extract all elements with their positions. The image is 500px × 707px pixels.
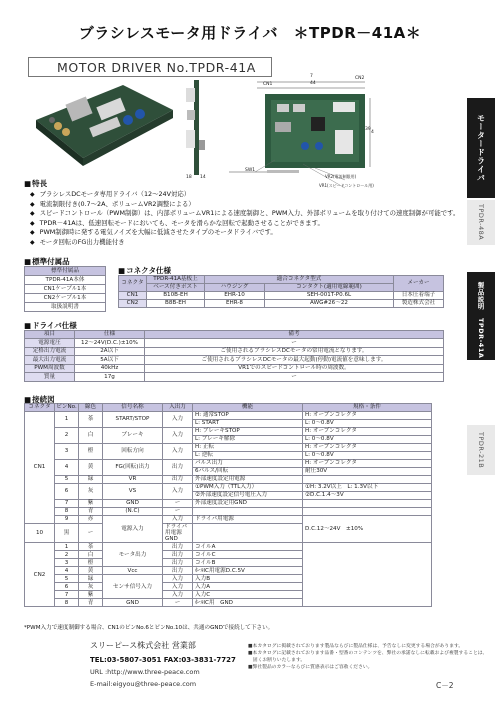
pin-number: 1 [55, 543, 79, 551]
wire-color: 黒 [55, 524, 79, 543]
rating: ②D.C.1.4～3V [303, 492, 432, 500]
io-type: ー [163, 500, 193, 508]
page-number: C－2 [436, 681, 454, 690]
signal-name: (N.C) [103, 508, 163, 516]
pin-number: 3 [55, 444, 79, 460]
spec-value: 17g [75, 373, 145, 382]
connector-maker: 製造株式会社 [394, 300, 444, 308]
notice-line: ■本カタログに記載されております品番・型番のコンテンツを、弊社の承諾なしに転載および複製することは、 [248, 651, 488, 656]
rating: L: 0～0.8V [303, 420, 432, 428]
col-base: ベース付きポスト [147, 284, 205, 292]
pin-number: 7 [55, 500, 79, 508]
function: ドライバ用電源GND [163, 524, 193, 543]
cn1-label: CN1 [263, 82, 273, 87]
connector-table [118, 275, 444, 308]
dim-44-label: 44 [310, 81, 316, 86]
pinout-heading: ■ 接続図 [24, 394, 55, 405]
spec-table [24, 330, 444, 382]
function: L: START [193, 420, 303, 428]
spec-item: 最大出力電流 [25, 356, 75, 365]
wire-color: 赤 [79, 516, 103, 524]
col-housing: ハウジング [205, 284, 265, 292]
spec-value: 2A以下 [75, 347, 145, 356]
wire-color: 青 [79, 508, 103, 516]
connector-housing: EHR-8 [205, 300, 265, 308]
io-type: 出力 [163, 476, 193, 484]
features-list [30, 190, 460, 247]
signal-name: FG(回転)出力 [103, 460, 163, 476]
cn2-label: CN2 [355, 76, 365, 81]
io-type: 入力 [163, 516, 193, 524]
function: L: 逆転 [193, 452, 303, 460]
io-type: 入力 [163, 444, 193, 460]
dim-18-label: 18 [186, 175, 192, 180]
io-type: 出力 [163, 460, 193, 476]
email-link[interactable]: E-mail:eigyou@three-peace.com [90, 680, 197, 688]
function: H: 正転 [193, 444, 303, 452]
col-spec: 仕様 [75, 331, 145, 339]
sw1-label: SW1 [245, 168, 256, 173]
col-contact: コンタクト(適用電線範囲) [265, 284, 394, 292]
spec-heading: ■ ドライバ仕様 [24, 320, 77, 331]
connector-name: CN1 [119, 292, 147, 300]
accessory-item: TPDR-41A本体 [25, 276, 106, 285]
feature-item: ◆ ブラシレスDCモータ専用ドライバ（12～24V対応） [30, 190, 460, 200]
spec-item: 質量 [25, 373, 75, 382]
wire-color: 橙 [79, 444, 103, 460]
connector-cn2: CN2 [25, 543, 55, 607]
connector-maker: 日本圧着端子 [394, 292, 444, 300]
pinout-table [24, 403, 432, 607]
wire-color: 黄 [79, 460, 103, 476]
function: ﾎｰﾙIC用 GND [193, 599, 303, 607]
rating: L: 0～0.8V [303, 436, 432, 444]
col-item: 項目 [25, 331, 75, 339]
col-connector: コネクタ [25, 404, 55, 412]
io-type: ー [79, 524, 103, 543]
sidebar-tab-product-description[interactable]: 製品説明 [467, 272, 495, 320]
pinout-note: *PWM入力で速度制御する場合、CN1のピンNo.6とピンNo.10は、共通のGNDで接続して下さい。 [24, 625, 274, 631]
rating [303, 476, 432, 484]
connector-heading: ■ コネクタ仕様 [118, 265, 171, 276]
function: パルス出力 [193, 460, 303, 468]
rating: 耐圧30V [303, 468, 432, 476]
page-title: ブラシレスモータ用ドライバ ＊TPDR－41A＊ [78, 24, 422, 42]
feature-item: ◆ 電流制限付き(0.7～2A、ボリュームVR2調整による） [30, 200, 460, 210]
function: コイルC [193, 551, 303, 559]
function: コイルB [193, 559, 303, 567]
pin-number: 1 [55, 412, 79, 428]
spec-value: 40kHz [75, 364, 145, 373]
function: H: ブレーキSTOP [193, 428, 303, 436]
pin-number: 8 [55, 599, 79, 607]
wire-color: 白 [79, 428, 103, 444]
spec-item: 定格出力電流 [25, 347, 75, 356]
accessory-item: 取扱説明書 [25, 303, 106, 312]
wire-color: 緑 [79, 575, 103, 583]
connector-base: B8B-EH [147, 300, 205, 308]
rating: ①H: 3.2V以上 L: 1.3V以下 [303, 484, 432, 492]
accessory-item: CN1ケーブル1本 [25, 285, 106, 294]
features-heading: ■ 特長 [24, 178, 47, 189]
feature-item: ◆ モータ回転のFG出力機能付き [30, 238, 460, 248]
wire-color: 橙 [79, 559, 103, 567]
spec-item: 電源電圧 [25, 339, 75, 348]
rating: H: オープンコレクタ [303, 444, 432, 452]
rating: H: オープンコレクタ [303, 428, 432, 436]
signal-name: 電源入力 [103, 516, 163, 543]
function: 外部速度設定用GND [193, 500, 303, 508]
wire-color: 緑 [79, 476, 103, 484]
io-type: 入力 [163, 484, 193, 500]
pin-number: 2 [55, 551, 79, 559]
pin-number: 5 [55, 575, 79, 583]
wire-color: 紫 [79, 591, 103, 599]
feature-item: ◆ PWM制御時に発する電気ノイズを大幅に低減させたタイプのモータドライバです。 [30, 228, 460, 238]
accessory-item: CN2ケーブル1本 [25, 294, 106, 303]
sidebar-tab-tpdr-21b[interactable]: TPDR-21B [467, 425, 495, 475]
dim-height-label: 39 [365, 127, 371, 132]
signal-name: 回転方向 [103, 444, 163, 460]
signal-name: センサ信号入力 [103, 575, 163, 599]
spec-note: ー [145, 373, 444, 382]
notice-line: ■弊社製品のカラーならびに質感表示はご容赦ください。 [248, 665, 373, 670]
io-type: ー [163, 599, 193, 607]
function: L: ブレーキ解除 [193, 436, 303, 444]
signal-name: GND [103, 500, 163, 508]
function: コイルA [193, 543, 303, 551]
rating [303, 543, 432, 607]
wire-color: 青 [79, 599, 103, 607]
col-board: TPDR-41A基板上 [147, 276, 205, 284]
dim-width-label: 7 [310, 74, 313, 79]
pin-number: 6 [55, 583, 79, 591]
accessories-header: 標準付属品 [25, 267, 106, 276]
function: 入力C [193, 591, 303, 599]
pin-number: 10 [25, 524, 55, 543]
wire-color: 灰 [79, 484, 103, 500]
pin-number: 5 [55, 476, 79, 484]
product-subtitle: MOTOR DRIVER No.TPDR-41A [28, 57, 272, 77]
signal-name: ブレーキ [103, 428, 163, 444]
connector-base: B10B-EH [147, 292, 205, 300]
signal-name: GND [103, 599, 163, 607]
pin-number: 4 [55, 460, 79, 476]
spec-value: 12～24V(D.C.)±10% [75, 339, 145, 348]
io-type: 出力 [163, 567, 193, 575]
function: 6パルス/回転 [193, 468, 303, 476]
wire-color: 茶 [79, 412, 103, 428]
sidebar-tab-tpdr-41a[interactable]: TPDR-41A [467, 316, 495, 360]
function: 外部速度設定用電源 [193, 476, 303, 484]
sidebar-tab-tpdr-48a[interactable]: TPDR-48A [467, 200, 495, 245]
connector-cn1: CN1 [25, 412, 55, 524]
wire-color: 灰 [79, 583, 103, 591]
signal-name: VS [103, 484, 163, 500]
wire-color: 茶 [79, 543, 103, 551]
website-link[interactable]: URL :http://www.three-peace.com [90, 668, 200, 676]
function: 入力B [193, 575, 303, 583]
company-name: スリーピース株式会社 営業部 [90, 641, 196, 650]
signal-name: モータ出力 [103, 543, 163, 567]
function: ﾎｰﾙIC用電源D.C.5V [193, 567, 303, 575]
pin-number: 6 [55, 484, 79, 500]
rating: H: オープンコレクタ [303, 412, 432, 420]
pin-number: 8 [55, 508, 79, 516]
spec-note: ご使用されるブラシレスDCモータの常用電流となります。 [145, 347, 444, 356]
connector-contact: AWG#26～22 [265, 300, 394, 308]
io-type: 入力 [163, 583, 193, 591]
rating [303, 508, 432, 516]
dimension-drawing [215, 72, 375, 192]
spec-note: VR1でのスピードコントロール時の周波数。 [145, 364, 444, 373]
feature-item: ◆ TPDR－41Aは、低速回転モードにおいても、モータを滑らかな回転で起動させることができます。 [30, 219, 460, 229]
io-type: 出力 [163, 551, 193, 559]
io-type: ー [163, 508, 193, 516]
dim-4-label: 4 [371, 130, 374, 135]
wire-color: 黄 [79, 567, 103, 575]
signal-name: VR [103, 476, 163, 484]
io-type: 入力 [163, 575, 193, 583]
pin-number: 2 [55, 428, 79, 444]
function: ①PWM入力（TTL入力） [193, 484, 303, 492]
dim-14-label: 14 [200, 175, 206, 180]
pin-number: 4 [55, 567, 79, 575]
vr1-label: VR1(スピードコントロール用) [319, 183, 374, 188]
col-mating: 適合コネクタ型式 [205, 276, 394, 284]
connector-name: CN2 [119, 300, 147, 308]
wire-color: 紫 [79, 500, 103, 508]
io-type: 出力 [163, 543, 193, 551]
vr2-label: VR2(電流制限用) [325, 174, 357, 179]
col-maker: メーカー [394, 276, 444, 292]
sidebar-tab-motor-driver[interactable]: モータードライバ [467, 98, 495, 198]
col-pin: ピンNo. [56, 404, 77, 411]
connector-housing: EHR-10 [205, 292, 265, 300]
col-color: 線色 [79, 404, 103, 412]
col-rating: 規格・条件 [303, 404, 432, 412]
io-type: 入力 [163, 412, 193, 428]
accessories-heading: ■ 標準付属品 [24, 256, 70, 267]
col-function: 機能 [193, 404, 303, 412]
function: ドライバ用電源 [193, 516, 303, 524]
pin-number: 9 [55, 516, 79, 524]
io-type: 入力 [163, 428, 193, 444]
accessories-table [24, 266, 106, 312]
spec-note: ご使用されるブラシレスDCモータの最大起動(停動)電流値を意味します。 [145, 356, 444, 365]
function: 入力A [193, 583, 303, 591]
col-note: 備考 [145, 331, 444, 339]
col-io: 入出力 [163, 404, 193, 412]
function: ②外部速度設定信号電圧入力 [193, 492, 303, 500]
rating: H: オープンコレクタ [303, 460, 432, 468]
signal-name: START/STOP [103, 412, 163, 428]
spec-note: ー [145, 339, 444, 348]
function: H: 通常STOP [193, 412, 303, 420]
pin-number: 7 [55, 591, 79, 599]
io-type: 入力 [163, 591, 193, 599]
product-photo [28, 80, 178, 175]
notice-line: ■本カタログに掲載されております製品ならびに製品仕様は、予告なしに変更する場合があります。 [248, 644, 464, 649]
spec-value: 5A以下 [75, 356, 145, 365]
rating [303, 500, 432, 508]
spec-item: PWM周波数 [25, 364, 75, 373]
rating: L: 0～0.8V [303, 452, 432, 460]
col-connector: コネクタ [119, 276, 147, 292]
rating: D.C.12～24V ±10% [303, 516, 432, 543]
col-signal: 信号名称 [103, 404, 163, 412]
contact-phone: TEL:03-5807-3051 FAX:03-3831-7727 [90, 656, 236, 664]
io-type: 出力 [163, 559, 193, 567]
wire-color: 白 [79, 551, 103, 559]
signal-name: Vcc [103, 567, 163, 575]
product-side-photo [186, 80, 208, 175]
pin-number: 3 [55, 559, 79, 567]
feature-item: ◆ スピードコントロール（PWM制御）は、内部ボリュームVR1による速度制御と、PWM入力、外部ボリュームを取り付けての速度制御が可能です。 [30, 209, 460, 219]
function [193, 508, 303, 516]
notice-line: 固くお断りいたします。 [248, 658, 306, 663]
connector-contact: SEH-001T-P0.6L [265, 292, 394, 300]
